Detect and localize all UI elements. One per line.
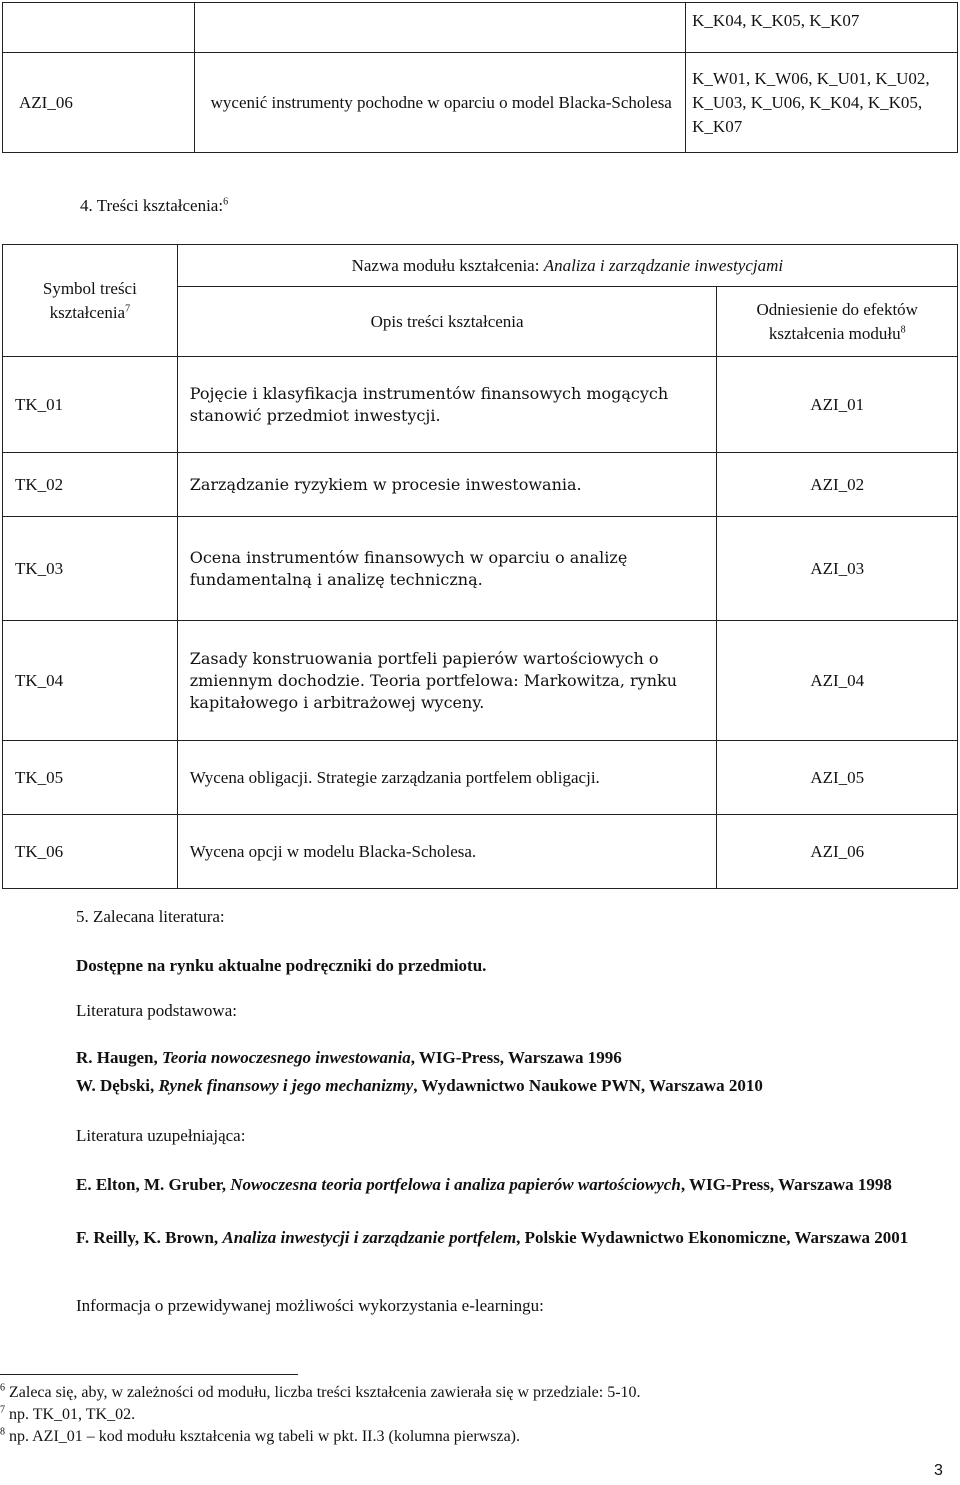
ref-cell: AZI_03 <box>717 517 958 621</box>
table-row <box>3 3 958 53</box>
col-desc-header: Opis treści kształcenia <box>177 287 717 357</box>
page-number: 3 <box>934 1462 943 1479</box>
table-row <box>3 741 958 815</box>
literature-item: E. Elton, M. Gruber, Nowoczesna teoria portfelowa i analiza papierów wartościowych, WIG-Press, Warszawa 1998 <box>76 1175 892 1194</box>
symbol-cell: TK_04 <box>3 621 178 741</box>
module-name: Analiza i zarządzanie inwestycjami <box>543 255 784 275</box>
symbol-cell: TK_02 <box>3 453 178 517</box>
col-ref-header: Odniesienie do efektów kształcenia modułu$^8$ <box>717 287 958 357</box>
desc-cell: Wycena obligacji. Strategie zarządzania portfelem obligacji. <box>177 741 717 815</box>
footnote-divider <box>0 1374 298 1375</box>
literature-note: Dostępne na rynku aktualne podręczniki do przedmiotu. <box>76 956 487 975</box>
footnote: $^8$ np. AZI_01 – kod modułu kształcenia wg tabeli w pkt. II.3 (kolumna pierwsza). <box>0 1426 520 1445</box>
effect-symbol-cell <box>3 3 195 53</box>
ref-cell: AZI_04 <box>717 621 958 741</box>
table-row <box>3 357 958 453</box>
table-row <box>3 53 958 153</box>
table-row <box>3 517 958 621</box>
section-5-heading: 5. Zalecana literatura: <box>76 907 225 926</box>
literature-item: F. Reilly, K. Brown, Analiza inwestycji i zarządzanie portfelem, Polskie Wydawnictwo Ekonomiczne, Warszawa 2001 <box>76 1228 909 1247</box>
symbol-cell: TK_06 <box>3 815 178 889</box>
symbol-cell: TK_01 <box>3 357 178 453</box>
desc-cell: Ocena instrumentów finansowych w oparciu o analizę fundamentalną i analizę techniczną. <box>177 517 717 621</box>
elearning-info: Informacja o przewidywanej możliwości wykorzystania e-learningu: <box>76 1296 544 1315</box>
effects-table <box>2 2 958 153</box>
footnote-mark: 6 <box>223 196 229 208</box>
footnote: $^7$ np. TK_01, TK_02. <box>0 1404 136 1423</box>
table-row <box>3 453 958 517</box>
table-row <box>3 815 958 889</box>
desc-cell: Zasady konstruowania portfeli papierów wartościowych o zmiennym dochodzie. Teoria portfelowa: Markowitza, rynku kapitałowego i arbitrażowej wyceny. <box>177 621 717 741</box>
ref-cell: AZI_01 <box>717 357 958 453</box>
footnote: $^6$ Zaleca się, aby, w zależności od modułu, liczba treści kształcenia zawierała się w przedziale: 5-10. <box>0 1382 641 1401</box>
ref-cell: AZI_02 <box>717 453 958 517</box>
desc-cell: Wycena opcji w modelu Blacka-Scholesa. <box>177 815 717 889</box>
col-symbol-header: Symbol treści kształcenia$^7$ <box>3 245 178 357</box>
effect-refs-cell: K_W01, K_W06, K_U01, K_U02, K_U03, K_U06, K_K04, K_K05, K_K07 <box>686 53 958 153</box>
symbol-cell: TK_03 <box>3 517 178 621</box>
extra-literature-label: Literatura uzupełniająca: <box>76 1126 246 1145</box>
module-name-header: Nazwa modułu kształcenia: Analiza i zarządzanie inwestycjami <box>177 245 957 287</box>
literature-item: R. Haugen, Teoria nowoczesnego inwestowania, WIG-Press, Warszawa 1996 <box>76 1048 622 1067</box>
ref-cell: AZI_05 <box>717 741 958 815</box>
content-table <box>2 244 958 889</box>
table-header-row <box>3 245 958 287</box>
symbol-cell: TK_05 <box>3 741 178 815</box>
section-4-label: 4. Treści kształcenia: <box>80 196 224 215</box>
effect-desc-cell: wycenić instrumenty pochodne w oparciu o model Blacka-Scholesa <box>194 53 686 153</box>
literature-item: W. Dębski, Rynek finansowy i jego mechanizmy, Wydawnictwo Naukowe PWN, Warszawa 2010 <box>76 1076 763 1095</box>
effect-desc-cell <box>194 3 686 53</box>
desc-cell: Zarządzanie ryzykiem w procesie inwestowania. <box>177 453 717 517</box>
effect-symbol-cell: AZI_06 <box>3 53 195 153</box>
basic-literature-label: Literatura podstawowa: <box>76 1001 237 1020</box>
desc-cell: Pojęcie i klasyfikacja instrumentów finansowych mogących stanowić przedmiot inwestycji. <box>177 357 717 453</box>
effect-refs-cell: K_K04, K_K05, K_K07 <box>686 3 958 53</box>
ref-cell: AZI_06 <box>717 815 958 889</box>
table-row <box>3 621 958 741</box>
section-4-heading <box>80 196 228 216</box>
